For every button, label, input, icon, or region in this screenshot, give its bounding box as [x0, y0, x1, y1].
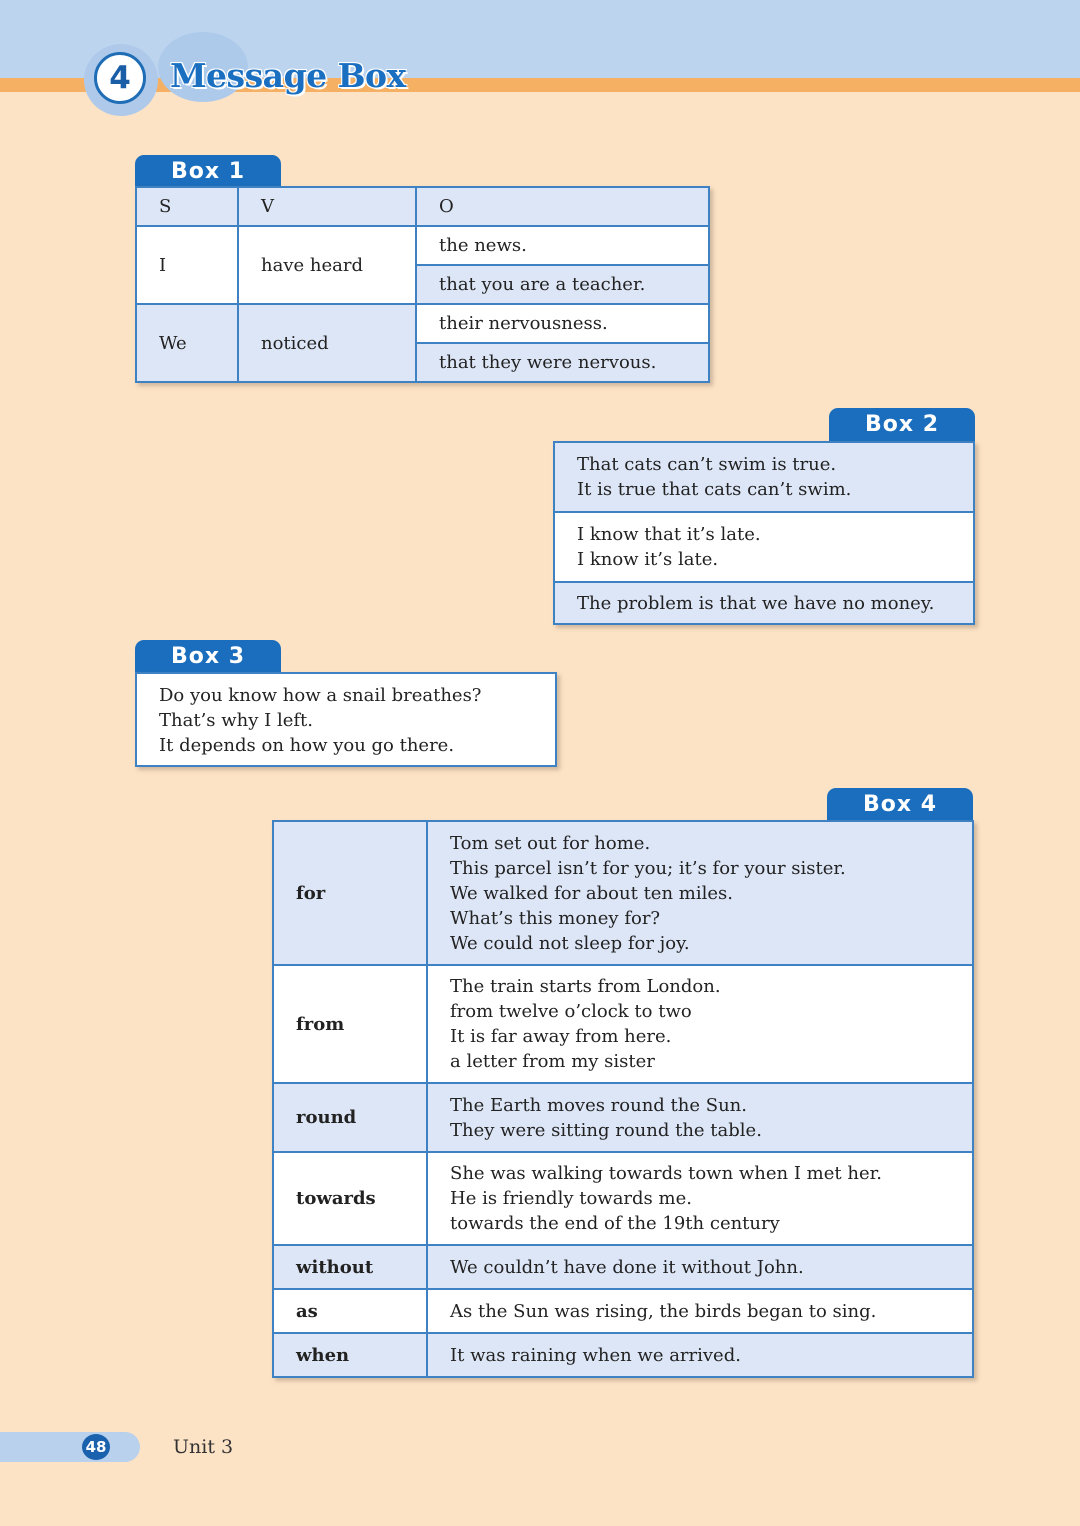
- example-line: We could not sleep for joy.: [450, 932, 690, 954]
- example-line: from twelve o’clock to two: [450, 1001, 692, 1022]
- preposition-cell: towards: [273, 1152, 427, 1245]
- preposition-cell: round: [273, 1083, 427, 1152]
- example-line: I know it’s late.: [577, 549, 719, 570]
- examples-cell: [427, 1333, 973, 1377]
- example-line: The Earth moves round the Sun.: [450, 1094, 747, 1116]
- example-line: towards the end of the 19th century: [450, 1213, 780, 1234]
- box1-tab: Box 1: [135, 155, 281, 188]
- example-line: We walked for about ten miles.: [450, 882, 733, 904]
- example-line: It was raining when we arrived.: [450, 1344, 741, 1366]
- example-line: As the Sun was rising, the birds began to sing.: [450, 1300, 877, 1322]
- example-line: He is friendly towards me.: [450, 1188, 692, 1209]
- example-line: It is true that cats can’t swim.: [577, 479, 852, 500]
- preposition-cell: for: [273, 821, 427, 965]
- example-line: Tom set out for home.: [450, 832, 651, 854]
- example-line: What’s this money for?: [450, 907, 661, 929]
- table-row: [273, 965, 973, 1083]
- unit-label: Unit 3: [173, 1436, 234, 1458]
- table-row: [273, 1245, 973, 1289]
- example-line: It depends on how you go there.: [159, 735, 455, 756]
- box3-panel: [135, 672, 557, 767]
- table-row: [273, 1152, 973, 1245]
- footer-band: [0, 1432, 140, 1462]
- verb-cell: have heard: [238, 226, 416, 304]
- table-row: [273, 1289, 973, 1333]
- list-item: [555, 443, 973, 513]
- example-line: I know that it’s late.: [577, 524, 761, 545]
- examples-cell: [427, 1083, 973, 1152]
- object-cell: that you are a teacher.: [416, 265, 709, 304]
- table-header-row: [136, 187, 709, 226]
- examples-cell: [427, 821, 973, 965]
- box4-table: [272, 820, 974, 1378]
- box4-tab: Box 4: [827, 788, 973, 821]
- table-row: [273, 1333, 973, 1377]
- examples-cell: [427, 1152, 973, 1245]
- examples-cell: [427, 1289, 973, 1333]
- box1-table: [135, 186, 710, 383]
- example-line: We couldn’t have done it without John.: [450, 1256, 804, 1278]
- example-line: She was walking towards town when I met her.: [450, 1163, 882, 1184]
- table-row: [136, 304, 709, 343]
- section-title: Message Box: [170, 56, 406, 95]
- verb-cell: noticed: [238, 304, 416, 382]
- subject-cell: We: [136, 304, 238, 382]
- box3-tab: Box 3: [135, 640, 281, 673]
- example-line: This parcel isn’t for you; it’s for your sister.: [450, 857, 846, 879]
- example-line: The problem is that we have no money.: [577, 592, 935, 614]
- header-subject: S: [136, 187, 238, 226]
- header-verb: V: [238, 187, 416, 226]
- example-line: They were sitting round the table.: [450, 1119, 762, 1141]
- preposition-cell: from: [273, 965, 427, 1083]
- list-item: [555, 583, 973, 623]
- list-item: [555, 513, 973, 583]
- example-line: a letter from my sister: [450, 1051, 655, 1072]
- example-line: That’s why I left.: [159, 710, 313, 731]
- box2-tab: Box 2: [829, 408, 975, 441]
- preposition-cell: when: [273, 1333, 427, 1377]
- table-row: [273, 1083, 973, 1152]
- example-line: It is far away from here.: [450, 1026, 672, 1047]
- examples-cell: [427, 1245, 973, 1289]
- table-row: [136, 226, 709, 265]
- example-line: The train starts from London.: [450, 976, 721, 997]
- box2-panel: [553, 441, 975, 625]
- section-number: 4: [94, 52, 146, 104]
- header-object: O: [416, 187, 709, 226]
- preposition-cell: without: [273, 1245, 427, 1289]
- example-line: That cats can’t swim is true.: [577, 454, 837, 475]
- object-cell: that they were nervous.: [416, 343, 709, 382]
- examples-cell: [427, 965, 973, 1083]
- object-cell: the news.: [416, 226, 709, 265]
- example-line: Do you know how a snail breathes?: [159, 685, 482, 706]
- subject-cell: I: [136, 226, 238, 304]
- page-number: 48: [82, 1434, 110, 1460]
- table-row: [273, 821, 973, 965]
- preposition-cell: as: [273, 1289, 427, 1333]
- object-cell: their nervousness.: [416, 304, 709, 343]
